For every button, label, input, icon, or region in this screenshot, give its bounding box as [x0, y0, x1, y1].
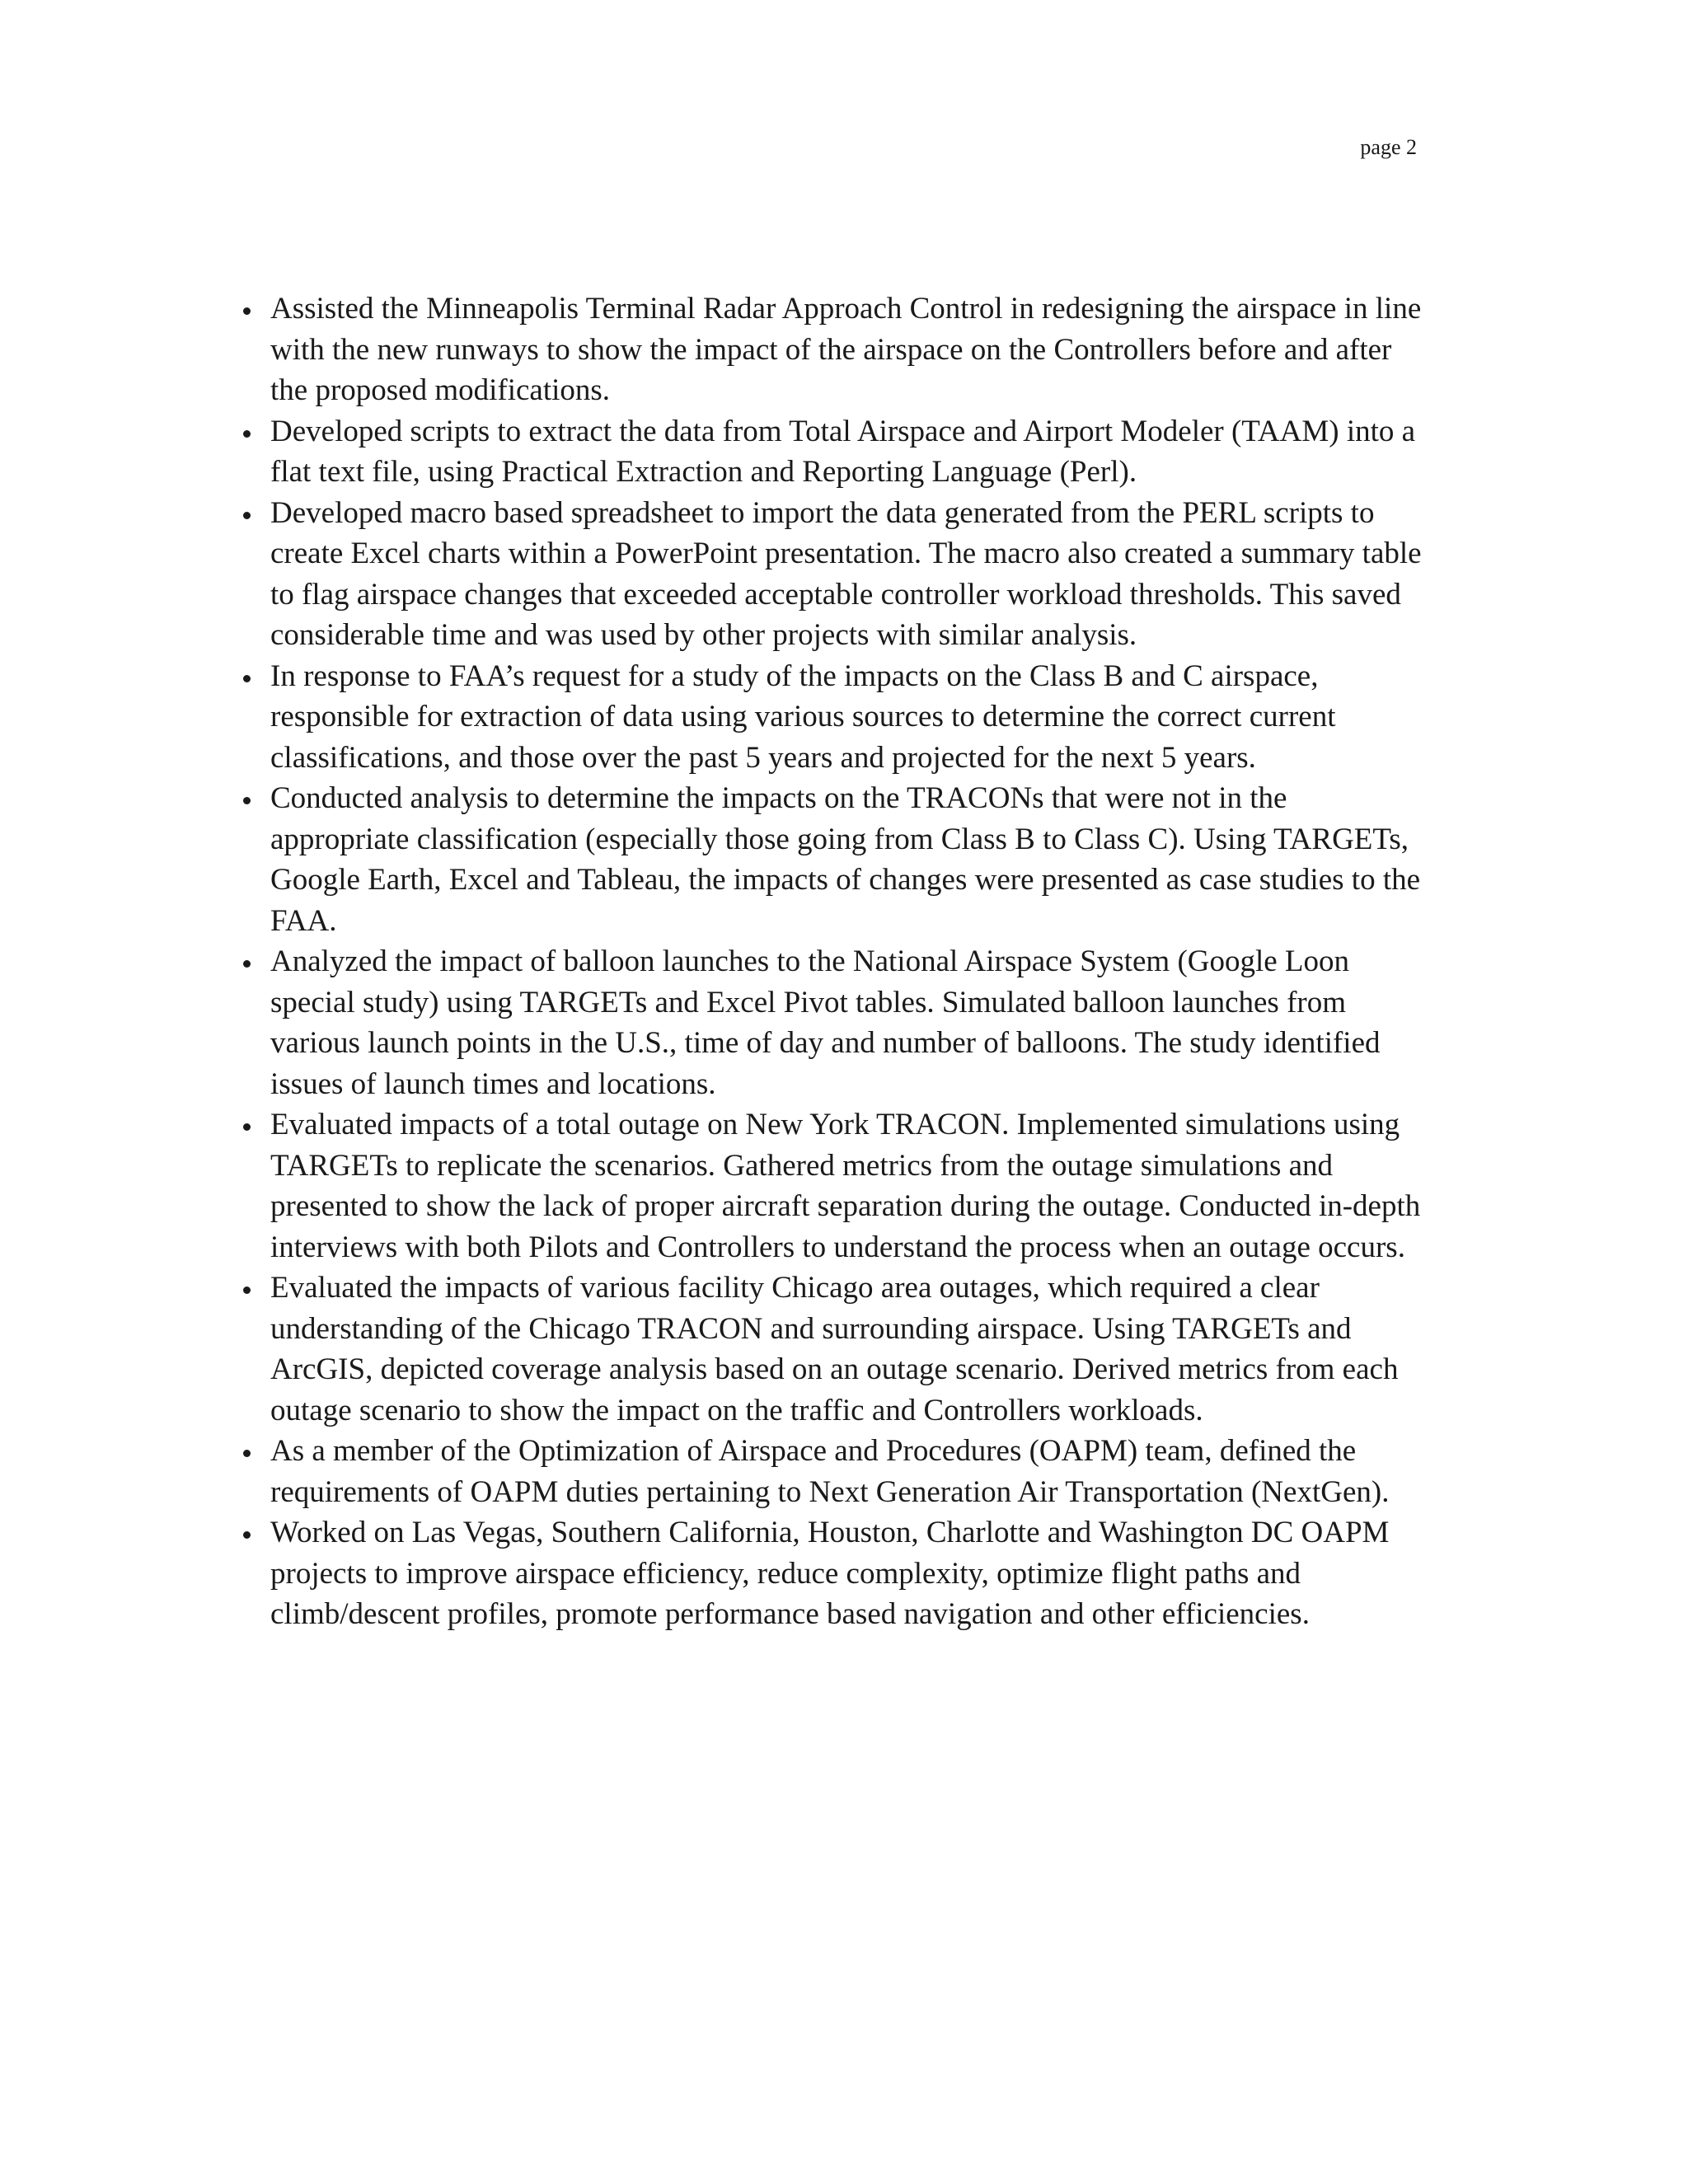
bullet-item	[239, 1512, 1426, 1635]
bullet-icon	[243, 1123, 251, 1131]
bullet-text: Developed macro based spreadsheet to import the data generated from the PERL scripts to create Excel charts within a PowerPoint presentation. The macro also created a summary table to flag airspace changes that exceeded acceptable controller workload thresholds. This saved considerable time and was used by other projects with similar analysis.	[270, 495, 1422, 652]
bullet-text: Conducted analysis to determine the impacts on the TRACONs that were not in the appropriate classification (especially those going from Class B to Class C). Using TARGETs, Google Earth, Excel and Tableau, the impacts of changes were presented as case studies to the FAA.	[270, 781, 1421, 938]
bullet-item	[239, 493, 1426, 656]
bullet-icon	[243, 1450, 251, 1457]
bullet-item	[239, 288, 1426, 411]
bullet-text: Analyzed the impact of balloon launches to the National Airspace System (Google Loon special study) using TARGETs and Excel Pivot tables. Simulated balloon launches from various launch points in the U.S., time of day and number of balloons. The study identified issues of launch times and locations.	[270, 944, 1381, 1101]
bullet-text: In response to FAA’s request for a study of the impacts on the Class B and C airspace, responsible for extraction of data using various sources to determine the correct current classifications, and those over the past 5 years and projected for the next 5 years.	[270, 658, 1336, 775]
bullet-text: Worked on Las Vegas, Southern California, Houston, Charlotte and Washington DC OAPM projects to improve airspace efficiency, reduce complexity, optimize flight paths and climb/descent profiles, promote performance based navigation and other efficiencies.	[270, 1516, 1390, 1631]
bullet-item	[239, 1431, 1426, 1512]
bullet-item	[239, 778, 1426, 941]
experience-bullet-list	[239, 288, 1426, 1635]
page-number: page 2	[1360, 135, 1417, 159]
bullet-item	[239, 941, 1426, 1104]
bullet-icon	[243, 675, 251, 682]
bullet-item	[239, 411, 1426, 493]
bullet-item	[239, 1268, 1426, 1431]
bullet-item	[239, 656, 1426, 779]
bullet-text: As a member of the Optimization of Airspace and Procedures (OAPM) team, defined the requirements of OAPM duties pertaining to Next Generation Air Transportation (NextGen).	[270, 1434, 1390, 1509]
bullet-text: Assisted the Minneapolis Terminal Radar Approach Control in redesigning the airspace in line with the new runways to show the impact of the airspace on the Controllers before and after the proposed modifications.	[270, 292, 1422, 407]
bullet-icon	[243, 797, 251, 804]
bullet-text: Developed scripts to extract the data from Total Airspace and Airport Modeler (TAAM) into a flat text file, using Practical Extraction and Reporting Language (Perl).	[270, 414, 1416, 489]
bullet-text: Evaluated the impacts of various facility Chicago area outages, which required a clear understanding of the Chicago TRACON and surrounding airspace. Using TARGETs and ArcGIS, depicted coverage analysis based on an outage scenario. Derived metrics from each outage scenario to show the impact on the traffic and Controllers workloads.	[270, 1271, 1399, 1427]
bullet-icon	[243, 1286, 251, 1294]
bullet-item	[239, 1104, 1426, 1268]
bullet-icon	[243, 430, 251, 438]
bullet-icon	[243, 960, 251, 968]
bullet-icon	[243, 307, 251, 315]
bullet-icon	[243, 512, 251, 519]
bullet-icon	[243, 1531, 251, 1539]
bullet-text: Evaluated impacts of a total outage on New York TRACON. Implemented simulations using TARGETs to replicate the scenarios. Gathered metrics from the outage simulations and presented to show the lack of proper aircraft separation during the outage. Conducted in-depth interviews with both Pilots and Controllers to understand the process when an outage occurs.	[270, 1108, 1421, 1264]
